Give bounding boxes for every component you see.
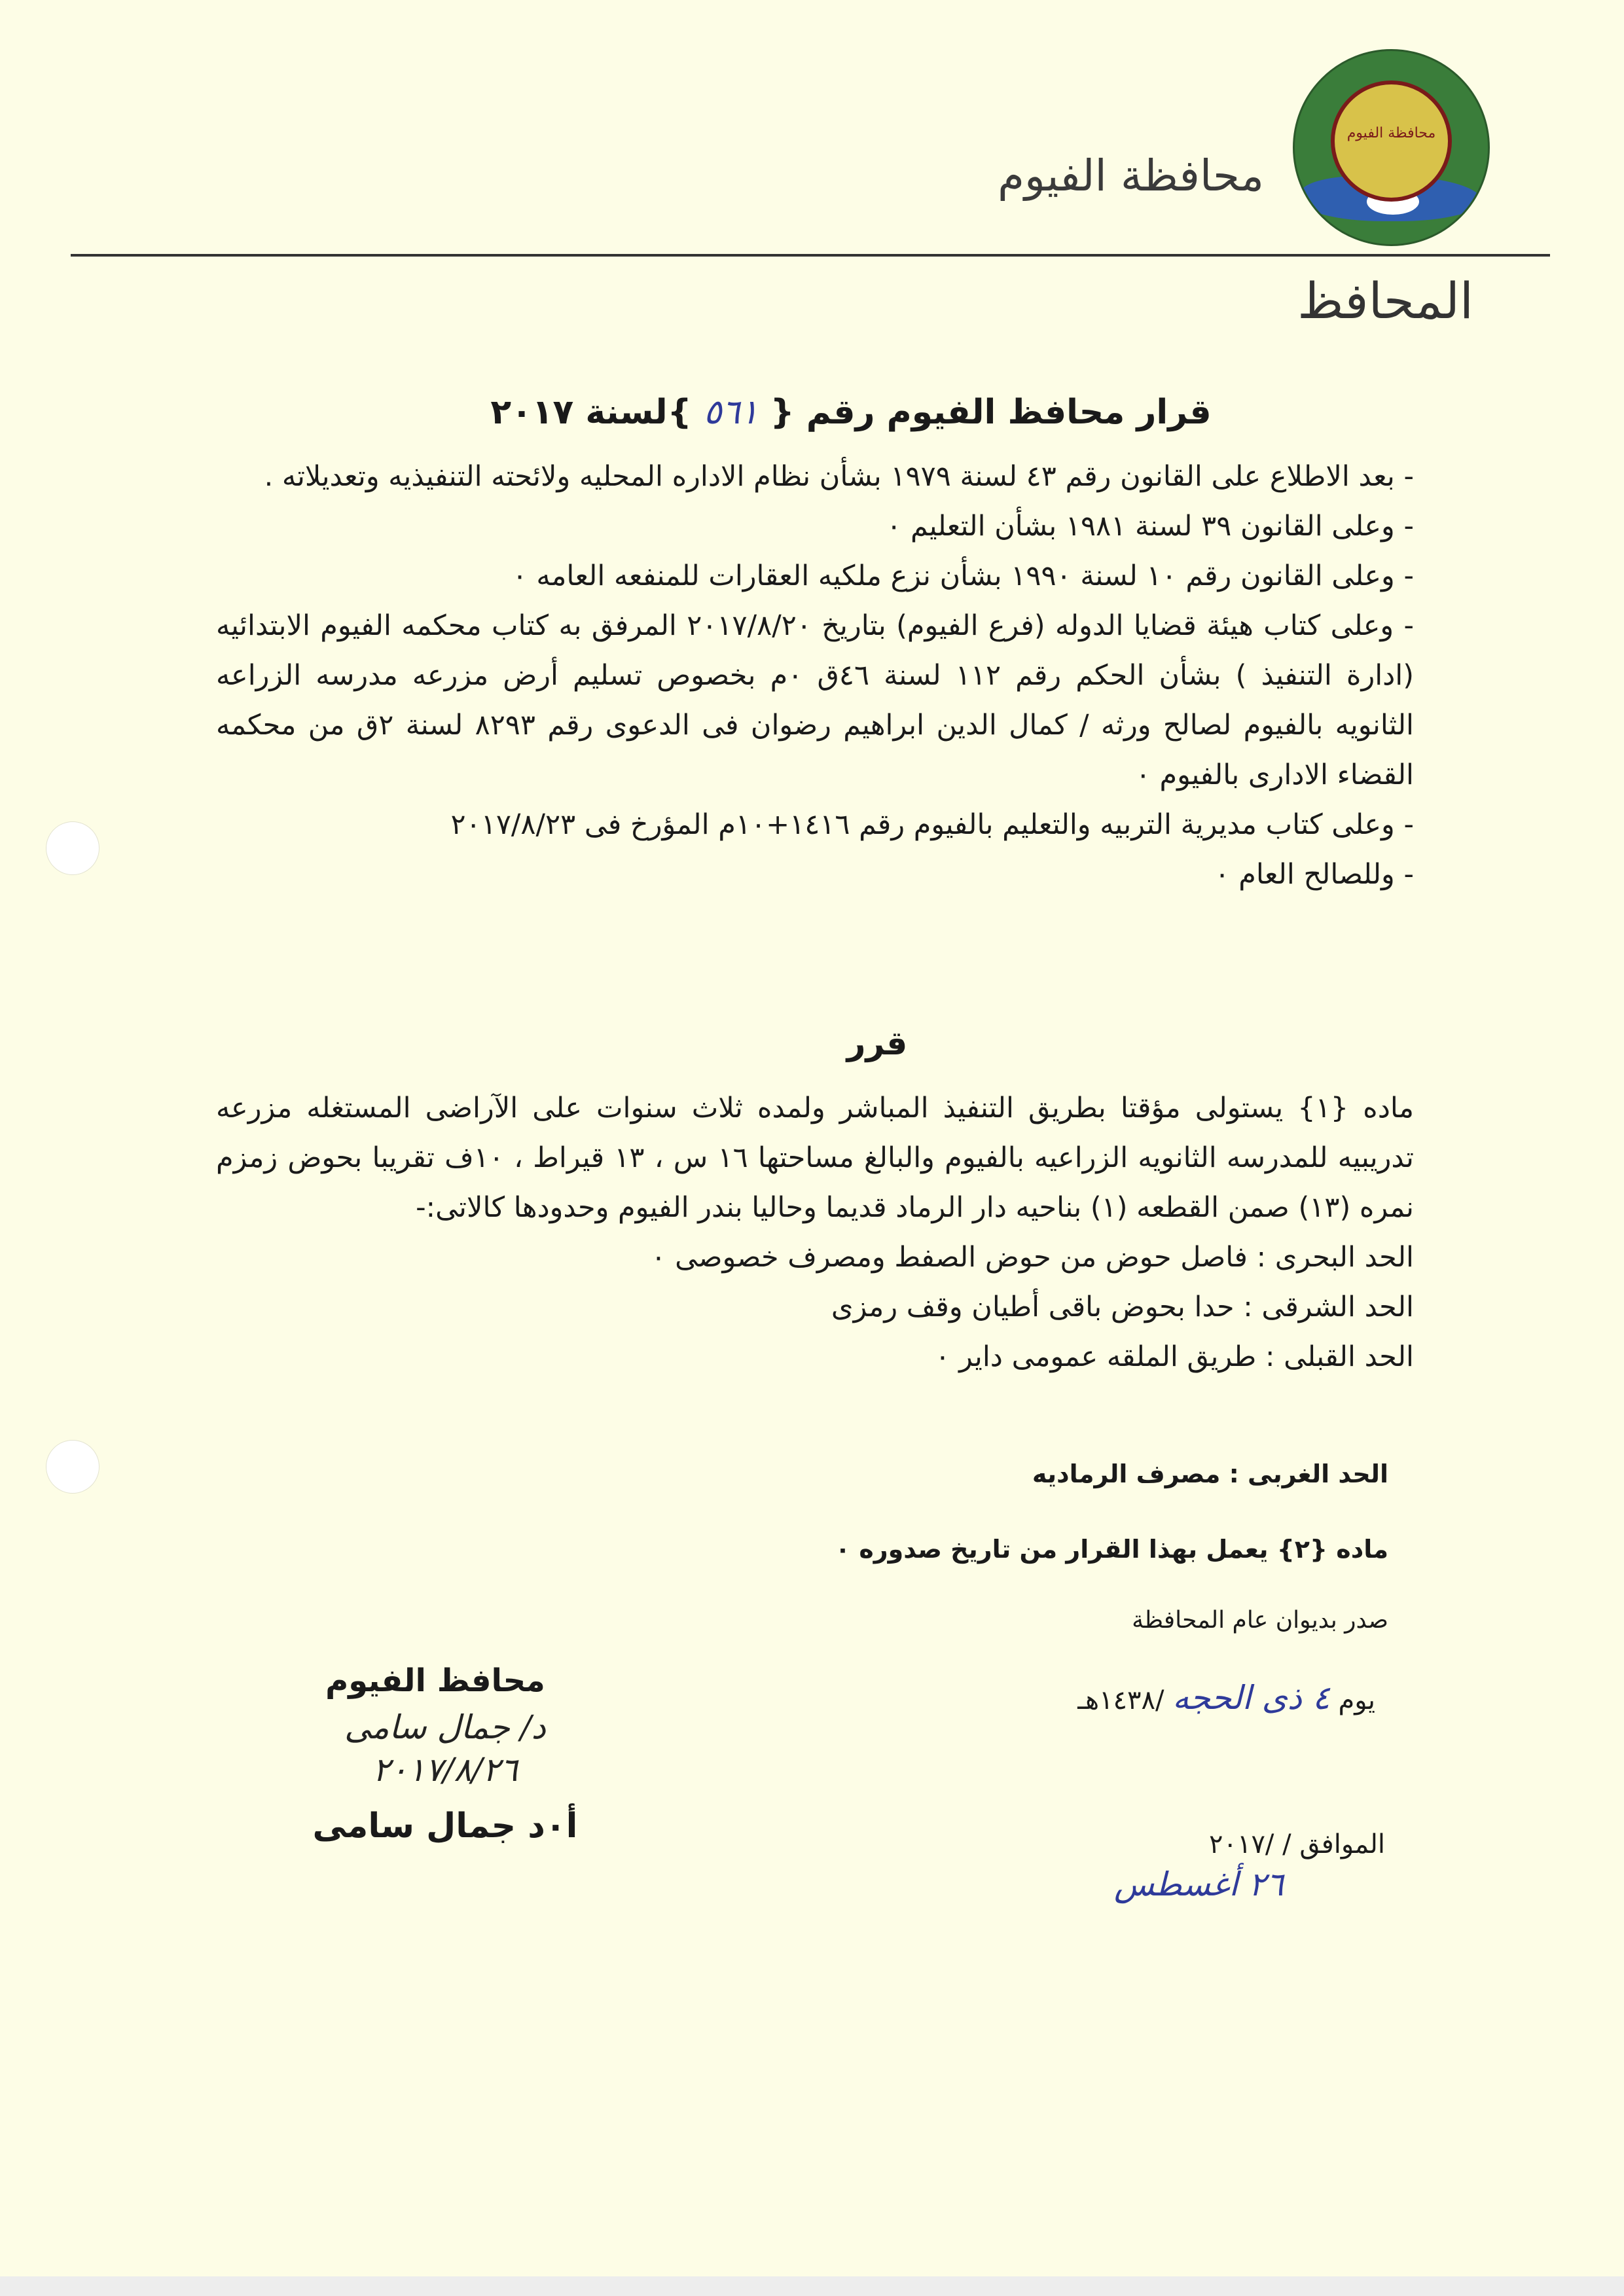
border-north: الحد البحرى : فاصل حوض من حوض الصفط ومصرف خصوصى ٠ xyxy=(651,1241,1414,1274)
preamble-item: - وعلى كتاب هيئة قضايا الدوله (فرع الفيوم) بتاريخ ٢٠١٧/٨/٢٠ المرفق به كتاب محكمه الفيوم الابتدائيه (ادارة التنفيذ ) بشأن الحكم رقم ١١٢ لسنة ٤٦ق ٠م بخصوص تسليم أرض مزرعه مدرسه الزراعه الثانويه بالفيوم لصالح ورثه / كمال الدين ابراهيم رضوان فى الدعوى رقم ٨٢٩٣ لسنة ٢ق من محكمه القضاء الادارى بالفيوم ٠ xyxy=(216,609,1415,791)
decree-title xyxy=(393,393,1309,432)
issued-at: صدر بديوان عام المحافظة xyxy=(1132,1607,1388,1634)
preamble-item: - بعد الاطلاع على القانون رقم ٤٣ لسنة ١٩٧٩ بشأن نظام الاداره المحليه ولائحته التنفيذيه وتعديلاته . xyxy=(264,460,1414,493)
gregorian-date xyxy=(1209,1829,1385,1859)
gregorian-handwritten: ٢٦ أغسطس xyxy=(1113,1865,1284,1903)
article-2: ماده {٢} يعمل بهذا القرار من تاريخ صدوره ٠ xyxy=(835,1535,1388,1564)
hijri-year: /١٤٣٨هـ xyxy=(1077,1685,1164,1715)
signatory-title: محافظ الفيوم xyxy=(325,1662,545,1699)
governorate-logo-icon xyxy=(1293,49,1490,246)
hijri-handwritten: ٤ ذى الحجه xyxy=(1172,1679,1330,1717)
signature-date: ٢٠١٧/٨/٢٦ xyxy=(372,1751,518,1789)
hijri-date xyxy=(1077,1679,1375,1717)
article-1-text: ماده {١} يستولى مؤقتا بطريق التنفيذ المباشر ولمده ثلاث سنوات على الآراضى المستغله مزرعه تدريبيه للمدرسه الثانويه الزراعيه بالفيوم والبالغ مساحتها ١٦ س ، ١٣ قيراط ، ١٠ف تقريبا بحوض زمزم نمره (١٣) صمن القطعه (١) بناحيه دار الرماد قديما وحاليا بندر الفيوم وحدودها كالاتى:- xyxy=(216,1092,1414,1224)
preamble-item: - وعلى كتاب مديرية التربيه والتعليم بالفيوم رقم ١٤١٦+١٠م المؤرخ فى ٢٠١٧/٨/٢٣ xyxy=(450,808,1414,841)
preamble xyxy=(216,452,1414,899)
punch-hole xyxy=(46,1440,99,1494)
gregorian-printed: / /٢٠١٧ xyxy=(1208,1829,1291,1859)
scan-edge xyxy=(0,2276,1624,2296)
governorate-name: محافظة الفيوم xyxy=(998,151,1264,201)
border-west: الحد الغربى : مصرف الرماديه xyxy=(1032,1460,1388,1488)
header-divider xyxy=(71,254,1550,257)
title-prefix: قرار محافظ الفيوم رقم { xyxy=(770,393,1212,432)
preamble-item: - وعلى القانون رقم ١٠ لسنة ١٩٩٠ بشأن نزع ملكيه العقارات للمنفعه العامه ٠ xyxy=(512,560,1414,592)
punch-hole xyxy=(46,821,99,875)
hijri-prefix: يوم xyxy=(1338,1685,1375,1715)
logo-emblem xyxy=(1331,81,1452,202)
handwritten-signature: د/ جمال سامى xyxy=(344,1708,546,1746)
title-suffix: }لسنة ٢٠١٧ xyxy=(490,393,692,432)
gregorian-prefix: الموافق xyxy=(1299,1829,1385,1859)
preamble-item: - وعلى القانون ٣٩ لسنة ١٩٨١ بشأن التعليم ٠ xyxy=(886,510,1414,543)
office-title: المحافظ xyxy=(1297,272,1473,330)
article-1 xyxy=(216,1083,1414,1382)
decree-heading: قرر xyxy=(846,1024,908,1062)
signatory-name: أ٠د جمال سامى xyxy=(312,1806,578,1846)
border-east: الحد الشرقى : حدا بحوض باقى أطيان وقف رمزى xyxy=(831,1291,1414,1323)
border-south: الحد القبلى : طريق الملقه عمومى داير ٠ xyxy=(935,1340,1414,1373)
logo-text: محافظة الفيوم xyxy=(1346,125,1436,141)
decree-number: ٥٦١ xyxy=(703,393,759,432)
preamble-item: - وللصالح العام ٠ xyxy=(1214,858,1414,891)
